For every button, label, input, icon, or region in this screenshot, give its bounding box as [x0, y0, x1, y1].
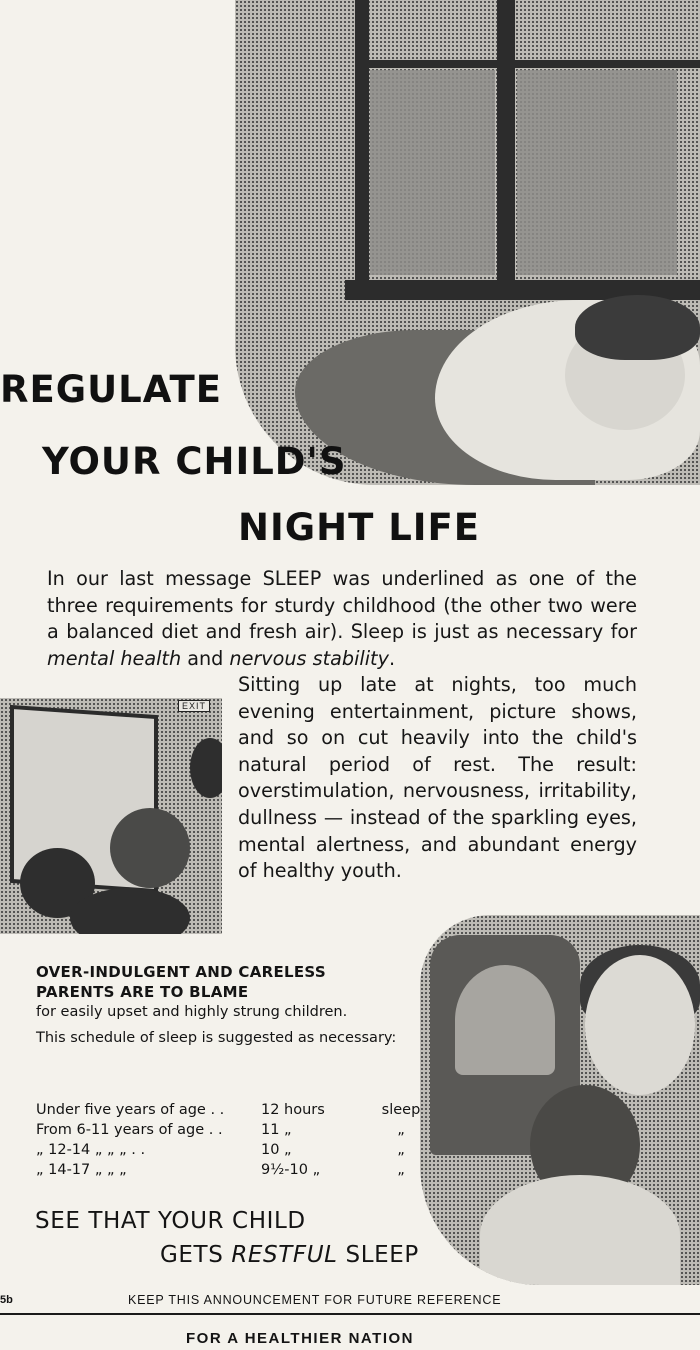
side-paragraph: [238, 672, 637, 885]
schedule-age: „ 14-17 „ „ „: [36, 1162, 127, 1178]
sleeping-child-illustration: [235, 0, 700, 485]
footer-divider: [0, 1313, 700, 1315]
side-paragraph-text: Sitting up late at nights, too much evening entertainment, picture shows, and so on cut heavily into the child's natural period of rest. The result: overstimulation, nervousness, irritability, dullness — instead of the sparkling eyes, mental alertness, and abundant energy of healthy youth.: [238, 673, 637, 883]
schedule-hours: 12 hours: [261, 1102, 325, 1118]
cinema-audience-illustration: [0, 698, 222, 934]
schedule-unit: „: [397, 1122, 405, 1138]
blame-text: for easily upset and highly strung children.: [36, 1004, 348, 1020]
schedule-row: [36, 1140, 436, 1160]
cta-gets: GETS: [160, 1242, 232, 1268]
cta-sleep: SLEEP: [337, 1242, 419, 1268]
schedule-hours: 9½-10 „: [261, 1162, 321, 1178]
blame-heading: OVER-INDULGENT AND CARELESS PARENTS ARE TO BLAME: [36, 963, 326, 1001]
headline-line-1: REGULATE: [0, 368, 223, 411]
schedule-intro: This schedule of sleep is suggested as necessary:: [36, 1030, 397, 1046]
intro-mental-health: mental health: [47, 646, 182, 670]
intro-text: In our last message SLEEP was underlined as one of the three requirements for sturdy childhood (the other two were a balanced diet and fresh air). Sleep is just as necessary for: [47, 567, 637, 644]
cta-line-1: SEE THAT YOUR CHILD: [35, 1208, 306, 1234]
intro-nervous-stability: nervous stability: [229, 646, 389, 670]
schedule-unit: sleep: [381, 1102, 421, 1118]
schedule-age: Under five years of age . .: [36, 1102, 225, 1118]
sleep-schedule: [36, 1100, 436, 1180]
intro-period: .: [388, 646, 396, 670]
schedule-age: „ 12-14 „ „ „ . .: [36, 1142, 146, 1158]
intro-paragraph: [47, 566, 637, 672]
footer-slogan: FOR A HEALTHIER NATION: [186, 1330, 414, 1347]
schedule-unit: „: [397, 1162, 405, 1178]
keep-notice: KEEP THIS ANNOUNCEMENT FOR FUTURE REFERENCE: [128, 1293, 502, 1307]
blame-block: [36, 962, 406, 1048]
headline-line-2: YOUR CHILD'S: [42, 440, 347, 483]
reference-code: 5b: [0, 1294, 13, 1306]
cta-restful: RESTFUL: [231, 1242, 338, 1268]
schedule-hours: 11 „: [261, 1122, 292, 1138]
schedule-age: From 6-11 years of age . .: [36, 1122, 223, 1138]
headline-line-3: NIGHT LIFE: [238, 506, 481, 549]
radio-family-illustration: [420, 915, 700, 1285]
schedule-unit: „: [397, 1142, 405, 1158]
schedule-row: [36, 1120, 436, 1140]
exit-sign: EXIT: [178, 700, 210, 712]
intro-and: and: [181, 646, 230, 670]
schedule-row: [36, 1100, 436, 1120]
cta-line-2: [160, 1242, 419, 1268]
schedule-row: [36, 1160, 436, 1180]
schedule-hours: 10 „: [261, 1142, 292, 1158]
